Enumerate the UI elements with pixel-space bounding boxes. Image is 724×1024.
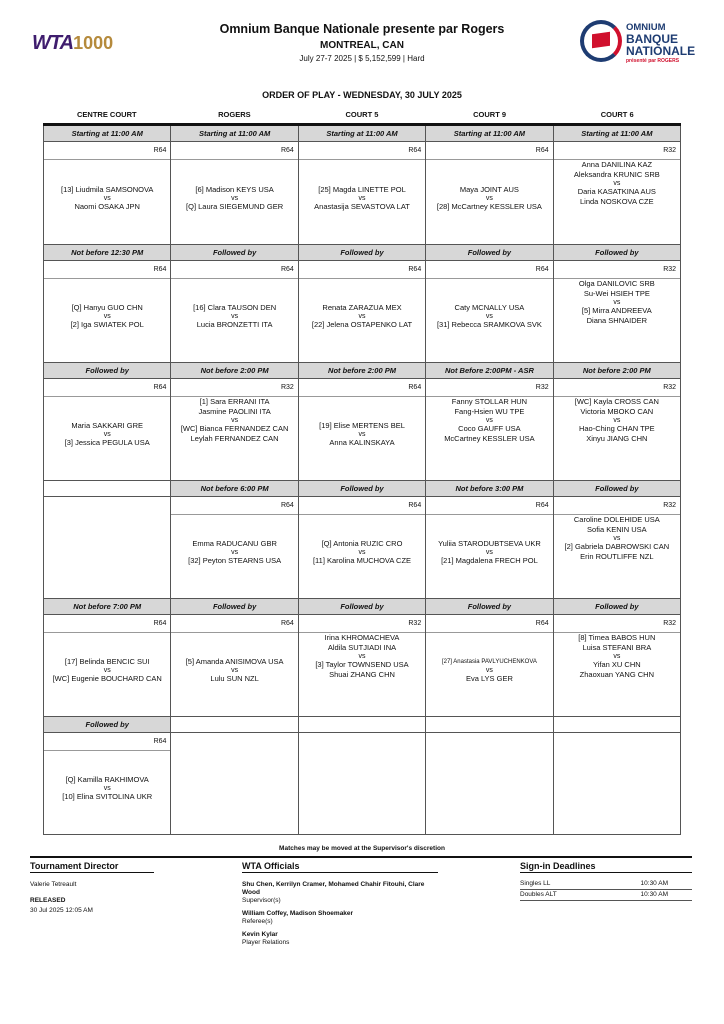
match-cell <box>171 245 298 363</box>
match-cell <box>426 717 553 835</box>
match-round: R32 <box>299 615 425 633</box>
match-round: R64 <box>299 261 425 279</box>
match-players <box>554 397 680 480</box>
match-time-band: Not before 7:00 PM <box>44 599 170 615</box>
director-name: Valerie Tetreault <box>30 881 77 888</box>
player-line: Anna KALINSKAYA <box>329 438 395 447</box>
tournament-title: Omnium Banque Nationale presente par Rogers <box>219 22 505 36</box>
match-players <box>44 633 170 716</box>
player-line: [22] Jelena OSTAPENKO LAT <box>311 320 413 329</box>
player-line: [25] Magda LINETTE POL <box>318 184 406 194</box>
match-round <box>171 733 297 751</box>
player-line: Jasmine PAOLINI ITA <box>198 407 271 416</box>
player-line: Luisa STEFANI BRA <box>582 643 652 652</box>
match-round <box>299 733 425 751</box>
match-players <box>44 515 170 598</box>
match-cell <box>299 481 426 599</box>
match-time-band: Not before 2:00 PM <box>299 363 425 379</box>
match-time-band: Not before 12:30 PM <box>44 245 170 261</box>
match-round <box>44 497 170 515</box>
schedule-row <box>44 245 681 363</box>
match-players <box>554 279 680 362</box>
match-cell <box>299 717 426 835</box>
player-line: Sofia KENIN USA <box>587 525 647 534</box>
player-line: Maria SAKKARI GRE <box>71 421 144 430</box>
match-players <box>299 515 425 598</box>
tournament-info: July 27-7 2025 | $ 5,152,599 | Hard <box>299 54 425 63</box>
logo-sponsor-line: présenté par ROGERS <box>626 58 680 64</box>
player-line: Victoria MBOKO CAN <box>580 407 654 416</box>
match-round: R64 <box>426 497 552 515</box>
signin-row <box>520 879 692 890</box>
player-line: [Q] Kamilla RAKHIMOVA <box>65 775 149 784</box>
signin-row <box>520 890 692 901</box>
wta-1000-logo <box>32 32 116 54</box>
player-line: Erin ROUTLIFFE NZL <box>580 552 654 561</box>
player-line: Emma RADUCANU GBR <box>192 539 277 548</box>
match-cell <box>554 363 681 481</box>
versus-label: vs <box>613 417 621 424</box>
player-line: Naomi OSAKA JPN <box>74 201 140 211</box>
match-players <box>171 751 297 834</box>
player-line: Yifan XU CHN <box>593 660 641 669</box>
player-line: Yuliia STARODUBTSEVA UKR <box>438 539 541 548</box>
player-line: [17] Belinda BENCIC SUI <box>64 657 150 666</box>
player-line: [27] Anastasia PAVLYUCHENKOVA <box>441 659 537 665</box>
match-time-band: Followed by <box>426 599 552 615</box>
match-time-band <box>171 717 297 733</box>
page-title: ORDER OF PLAY - WEDNESDAY, 30 JULY 2025 <box>262 90 462 100</box>
match-round: R32 <box>554 379 680 397</box>
relations-role: Player Relations <box>242 939 290 946</box>
player-line: Irina KHROMACHEVA <box>324 633 400 642</box>
match-cell <box>171 363 298 481</box>
versus-label: vs <box>231 194 239 202</box>
match-players <box>299 160 425 244</box>
player-line: Fanny STOLLAR HUN <box>451 397 528 406</box>
released-label: RELEASED <box>30 897 66 904</box>
player-line: [13] Liudmila SAMSONOVA <box>61 184 154 194</box>
court-headers <box>43 110 681 123</box>
player-line: Lucia BRONZETTI ITA <box>196 320 273 329</box>
logo-line-2: BANQUE <box>626 32 679 46</box>
schedule-row <box>44 126 681 245</box>
player-line: Aleksandra KRUNIC SRB <box>573 170 660 179</box>
match-time-band: Followed by <box>554 599 680 615</box>
player-line: Fang-Hsien WU TPE <box>454 407 525 416</box>
versus-label: vs <box>613 535 621 542</box>
match-cell <box>299 599 426 717</box>
match-players <box>554 160 680 244</box>
versus-label: vs <box>485 417 493 424</box>
match-round: R64 <box>44 615 170 633</box>
match-players <box>299 397 425 480</box>
match-time-band: Followed by <box>44 717 170 733</box>
signin-list <box>520 879 692 901</box>
match-time-band: Followed by <box>554 245 680 261</box>
logo-line-3: NATIONALE <box>626 44 696 58</box>
match-players <box>44 751 170 834</box>
match-time-band: Followed by <box>171 599 297 615</box>
player-line: Coco GAUFF USA <box>458 424 521 433</box>
match-players <box>44 397 170 480</box>
match-players <box>171 279 297 362</box>
match-players <box>171 160 297 244</box>
signin-label: Singles LL <box>520 880 551 887</box>
match-time-band: Starting at 11:00 AM <box>554 126 680 142</box>
director-heading: Tournament Director <box>30 862 154 873</box>
match-players <box>171 633 297 716</box>
match-time-band: Followed by <box>554 481 680 497</box>
match-players <box>426 751 552 834</box>
match-cell <box>426 599 553 717</box>
versus-label: vs <box>613 299 621 306</box>
match-time-band: Followed by <box>44 363 170 379</box>
player-line: [2] Iga SWIATEK POL <box>70 320 144 329</box>
versus-label: vs <box>485 667 493 674</box>
match-round: R64 <box>44 261 170 279</box>
match-players <box>426 279 552 362</box>
signin-heading: Sign-in Deadlines <box>520 862 692 873</box>
match-round: R64 <box>171 261 297 279</box>
match-cell <box>426 245 553 363</box>
match-round: R64 <box>426 615 552 633</box>
match-time-band <box>299 717 425 733</box>
versus-label: vs <box>613 653 621 660</box>
match-time-band: Followed by <box>171 245 297 261</box>
match-cell <box>554 126 681 245</box>
match-players <box>426 515 552 598</box>
versus-label: vs <box>103 194 111 202</box>
match-round <box>426 733 552 751</box>
match-cell <box>299 245 426 363</box>
match-round: R32 <box>171 379 297 397</box>
match-cell <box>44 363 171 481</box>
player-line: Caroline DOLEHIDE USA <box>573 515 660 524</box>
player-line: [6] Madison KEYS USA <box>195 184 274 194</box>
versus-label: vs <box>103 431 111 438</box>
match-cell <box>44 599 171 717</box>
match-cell <box>171 481 298 599</box>
match-cell <box>554 245 681 363</box>
relations-name: Kevin Kylar <box>242 931 278 938</box>
player-line: Daria KASATKINA AUS <box>577 187 656 196</box>
match-round: R64 <box>44 733 170 751</box>
player-line: Caty MCNALLY USA <box>454 303 525 312</box>
match-cell <box>44 481 171 599</box>
versus-label: vs <box>231 549 239 556</box>
officials-section <box>242 862 438 947</box>
officials-heading: WTA Officials <box>242 862 438 873</box>
logo-line-1: OMNIUM <box>626 22 666 33</box>
match-cell <box>554 717 681 835</box>
versus-label: vs <box>358 313 366 320</box>
match-round: R64 <box>171 142 297 160</box>
match-cell <box>171 717 298 835</box>
signin-time: 10:30 AM <box>640 880 668 887</box>
match-round: R32 <box>426 379 552 397</box>
versus-label: vs <box>103 313 111 320</box>
referees-names: William Coffey, Madison Shoemaker <box>242 910 354 917</box>
match-round: R64 <box>171 497 297 515</box>
player-line: [19] Elise MERTENS BEL <box>319 421 405 430</box>
match-time-band: Not before 2:00 PM <box>554 363 680 379</box>
player-line: [32] Peyton STEARNS USA <box>188 556 282 565</box>
wta-tier-text: 1000 <box>73 33 114 53</box>
player-line: [21] Magdalena FRECH POL <box>441 556 538 565</box>
player-line: [3] Taylor TOWNSEND USA <box>315 660 409 669</box>
match-players <box>299 751 425 834</box>
player-line: [Q] Hanyu GUO CHN <box>71 303 143 312</box>
court-header-4: COURT 9 <box>473 110 507 119</box>
player-line: [2] Gabriela DABROWSKI CAN <box>564 542 670 551</box>
tournament-location: MONTREAL, CAN <box>320 40 404 51</box>
versus-label: vs <box>231 313 239 320</box>
versus-label: vs <box>358 431 366 438</box>
versus-label: vs <box>231 667 239 674</box>
director-section <box>30 862 154 915</box>
match-players <box>171 397 297 480</box>
versus-label: vs <box>358 194 366 202</box>
footer-rule <box>30 856 692 858</box>
player-line: Maya JOINT AUS <box>459 184 519 194</box>
schedule-row <box>44 363 681 481</box>
match-round: R32 <box>554 261 680 279</box>
player-line: [28] McCartney KESSLER USA <box>436 201 542 211</box>
match-cell <box>426 481 553 599</box>
match-time-band <box>44 481 170 497</box>
player-line: Linda NOSKOVA CZE <box>580 197 654 206</box>
signin-section <box>520 862 692 901</box>
match-cell <box>299 363 426 481</box>
versus-label: vs <box>485 313 493 320</box>
match-round: R64 <box>299 142 425 160</box>
match-round: R64 <box>299 497 425 515</box>
player-line: [11] Karolina MUCHOVA CZE <box>312 556 412 565</box>
match-cell <box>44 245 171 363</box>
player-line: [5] Amanda ANISIMOVA USA <box>185 657 284 666</box>
versus-label: vs <box>485 194 493 202</box>
court-header-5: COURT 6 <box>600 110 634 119</box>
match-time-band: Followed by <box>299 481 425 497</box>
player-line: Hao-Ching CHAN TPE <box>578 424 655 433</box>
player-line: Diana SHNAIDER <box>586 316 648 325</box>
match-cell <box>44 126 171 245</box>
match-round: R64 <box>299 379 425 397</box>
match-time-band: Followed by <box>299 245 425 261</box>
match-cell <box>554 481 681 599</box>
versus-label: vs <box>231 417 239 424</box>
player-line: [3] Jessica PEGULA USA <box>64 438 150 447</box>
schedule-row <box>44 717 681 835</box>
match-time-band: Not Before 2:00PM - ASR <box>426 363 552 379</box>
player-line: Su-Wei HSIEH TPE <box>583 289 650 298</box>
match-players <box>554 633 680 716</box>
player-line: Lulu SUN NZL <box>210 674 259 683</box>
match-time-band: Not before 6:00 PM <box>171 481 297 497</box>
match-round: R32 <box>554 615 680 633</box>
player-line: [Q] Laura SIEGEMUND GER <box>186 201 284 211</box>
match-time-band: Followed by <box>426 245 552 261</box>
match-round: R64 <box>44 379 170 397</box>
player-line: [WC] Kayla CROSS CAN <box>574 397 659 406</box>
versus-label: vs <box>103 667 111 674</box>
player-line: Shuai ZHANG CHN <box>329 670 395 679</box>
match-time-band <box>554 717 680 733</box>
player-line: [WC] Bianca FERNANDEZ CAN <box>180 424 289 433</box>
player-line: [8] Timea BABOS HUN <box>578 633 656 642</box>
order-of-play-grid <box>43 110 681 835</box>
schedule-rows <box>43 126 681 835</box>
match-round: R64 <box>171 615 297 633</box>
match-players <box>426 633 552 716</box>
supervisors-role: Supervisor(s) <box>242 897 281 904</box>
match-cell <box>44 717 171 835</box>
signin-label: Doubles ALT <box>520 891 557 898</box>
match-players <box>554 751 680 834</box>
match-time-band: Not before 3:00 PM <box>426 481 552 497</box>
match-cell <box>426 126 553 245</box>
match-cell <box>554 599 681 717</box>
logo-flag-icon <box>592 32 610 49</box>
match-time-band <box>426 717 552 733</box>
supervisors-names: Shu Chen, Kerrilyn Cramer, Mohamed Chahir Fitouhi, Clare Wood <box>242 881 425 896</box>
player-line: [5] Mirra ANDREEVA <box>581 306 652 315</box>
match-cell <box>299 126 426 245</box>
logo-wordmark <box>626 23 695 57</box>
match-cell <box>171 599 298 717</box>
wta-logo-text: WTA <box>32 32 74 54</box>
tournament-header <box>170 22 554 63</box>
player-line: Aldila SUTJIADI INA <box>327 643 397 652</box>
match-time-band: Starting at 11:00 AM <box>426 126 552 142</box>
versus-label: vs <box>485 549 493 556</box>
match-players <box>44 160 170 244</box>
player-line: [31] Rebecca SRAMKOVA SVK <box>436 320 542 329</box>
player-line: [10] Elina SVITOLINA UKR <box>62 792 153 801</box>
match-round: R64 <box>44 142 170 160</box>
court-header-3: COURT 5 <box>345 110 379 119</box>
match-time-band: Not before 2:00 PM <box>171 363 297 379</box>
versus-label: vs <box>613 180 621 187</box>
player-line: [1] Sara ERRANI ITA <box>199 397 270 406</box>
match-time-band: Starting at 11:00 AM <box>171 126 297 142</box>
court-header-1: CENTRE COURT <box>77 110 137 119</box>
match-round: R32 <box>554 497 680 515</box>
player-line: Renata ZARAZUA MEX <box>322 303 402 312</box>
signin-time: 10:30 AM <box>640 891 668 898</box>
match-round: R32 <box>554 142 680 160</box>
player-line: Xinyu JIANG CHN <box>586 434 648 443</box>
match-players <box>554 515 680 598</box>
referees-role: Referee(s) <box>242 918 273 925</box>
player-line: Zhaoxuan YANG CHN <box>579 670 654 679</box>
player-line: [WC] Eugenie BOUCHARD CAN <box>52 674 162 683</box>
player-line: Anastasija SEVASTOVA LAT <box>314 201 410 211</box>
player-line: [Q] Antonia RUZIC CRO <box>321 539 403 548</box>
match-round <box>554 733 680 751</box>
match-players <box>426 397 552 480</box>
player-line: Eva LYS GER <box>465 674 513 683</box>
schedule-row <box>44 599 681 717</box>
match-round: R64 <box>426 142 552 160</box>
match-players <box>171 515 297 598</box>
player-line: McCartney KESSLER USA <box>444 434 535 443</box>
match-cell <box>426 363 553 481</box>
match-time-band: Starting at 11:00 AM <box>44 126 170 142</box>
player-line: Anna DANILINA KAZ <box>581 160 653 169</box>
match-players <box>44 279 170 362</box>
released-time: 30 Jul 2025 12:05 AM <box>30 907 93 914</box>
match-time-band: Starting at 11:00 AM <box>299 126 425 142</box>
player-line: Olga DANILOVIC SRB <box>578 279 655 288</box>
match-cell <box>171 126 298 245</box>
court-header-2: ROGERS <box>218 110 251 119</box>
versus-label: vs <box>358 549 366 556</box>
match-players <box>299 279 425 362</box>
player-line: [16] Clara TAUSON DEN <box>193 303 277 312</box>
versus-label: vs <box>103 785 111 792</box>
match-round: R64 <box>426 261 552 279</box>
banque-nationale-logo <box>580 20 696 68</box>
match-players <box>299 633 425 716</box>
match-players <box>426 160 552 244</box>
schedule-row <box>44 481 681 599</box>
supervisor-note: Matches may be moved at the Supervisor's discretion <box>279 845 445 852</box>
player-line: Leylah FERNANDEZ CAN <box>190 434 279 443</box>
match-time-band: Followed by <box>299 599 425 615</box>
versus-label: vs <box>358 653 366 660</box>
